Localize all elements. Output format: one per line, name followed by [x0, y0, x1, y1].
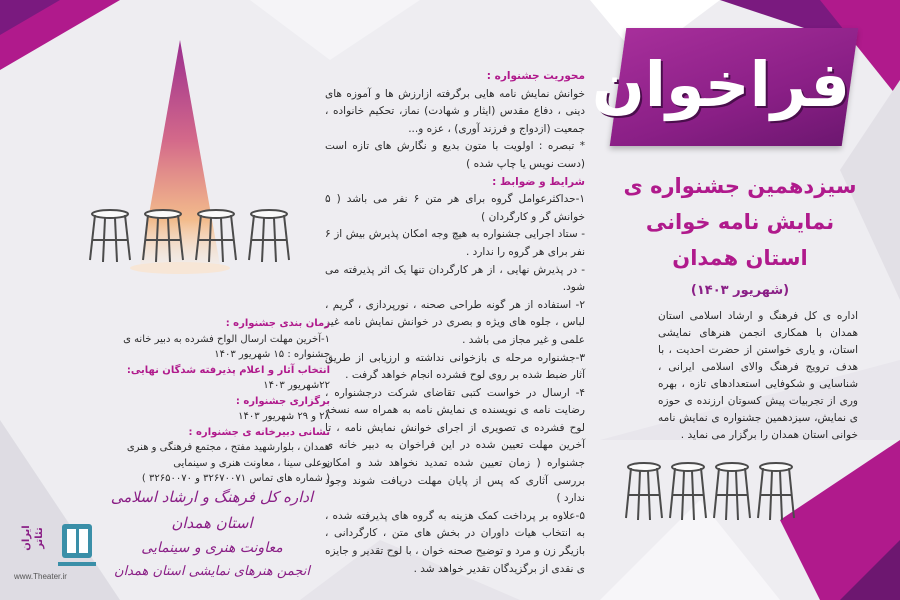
festival-title-line: استان همدان — [672, 246, 808, 270]
rule-item: ۴- ارسال در خواست کتبی تقاضای شرکت درجشنواره ، رضایت نامه ی نویسنده ی نمایش نامه به همراه سه نسخه لوح فشرده ی تصویری از اجرای خوانش نمایش نامه ، تا آخرین مهلت تعیین شده در این فراخوان به دبیر خانه ی جشنواره ( زمان تعیین شده تمدید نخواهد شد و امکان بررسی آثاری که پس از پایان مهلت دریافت شوند وجود ندارد ) — [325, 386, 585, 505]
rule-item: - در پذیرش نهایی ، از هر کارگردان تنها یک اثر پذیرفته می شود. — [325, 263, 585, 294]
timeline-heading: زمان بندی جشنواره : — [225, 318, 330, 329]
middle-column — [325, 68, 585, 578]
festival-title-line: نمایش نامه خوانی — [645, 210, 835, 234]
organizer-line: معاونت هنری و سینمایی — [141, 540, 283, 556]
contact-text: ( شماره های تماس ۳۲۶۷۰۰۷۱ و ۳۲۶۵۰۰۷۰ ) — [141, 473, 330, 484]
holding-heading: برگزاری جشنواره : — [235, 395, 330, 407]
stools-lower-icon — [620, 455, 800, 530]
festival-title-line: سیزدهمین جشنواره ی — [623, 174, 857, 198]
rule-item: ۲- استفاده از هر گونه طراحی صحنه ، نورپردازی ، گریم ، لباس ، جلوه های ویژه و بصری در خوانش نمایش نامه غیر علمی و غیر مجاز می باشد . — [325, 298, 585, 346]
organizer-line: اداره کل فرهنگ و ارشاد اسلامی استان همدان — [110, 488, 314, 532]
themes-heading: محوریت جشنواره : — [486, 70, 585, 82]
themes-note: * تبصره : اولویت با متون بدیع و نگارش های تازه است (دست نویس یا چاپ شده ) — [325, 140, 585, 170]
themes-text: خوانش نمایش نامه هایی برگرفته ازارزش ها و آموزه های دینی ، دفاع مقدس (ایثار و شهادت) نماز، تحکیم خانواده ، جمعیت (ازدواج و فرزند آوری) ، عزه و... — [325, 87, 585, 135]
organizer-signature — [92, 484, 332, 584]
rule-item: - ستاد اجرایی جشنواره به هیچ وجه امکان پذیرش بیش از ۶ نفر برای هر گروه را ندارد . — [325, 228, 585, 258]
rule-item: ۳-جشنواره مرحله ی بازخوانی نداشته و ارزیابی از طریق آثار ضبط شده بر روی لوح فشرده انجام خواهد گرفت . — [325, 351, 585, 382]
holding-date: ۲۸ و ۲۹ شهریور ۱۴۰۳ — [238, 411, 330, 422]
rules-heading: شرایط و ضوابط : — [492, 175, 585, 188]
left-column — [100, 316, 330, 487]
selection-date: ۲۲شهریور ۱۴۰۳ — [263, 380, 330, 391]
call-title: فراخوان — [591, 48, 850, 121]
selection-heading: انتخاب آثار و اعلام پذیرفته شدگان نهایی: — [126, 364, 330, 376]
organizer-line: انجمن هنرهای نمایشی استان همدان — [114, 564, 310, 579]
address-text: همدان ، بلوارشهید مفتح ، مجتمع فرهنگی و هنری بوعلی سینا ، معاونت هنری و سینمایی — [126, 442, 330, 469]
festival-title — [600, 168, 880, 276]
rule-item: ۱-حداکثرعوامل گروه برای هر متن ۶ نفر می باشد ( ۵ خوانش گر و کارگردان ) — [325, 193, 586, 223]
address-heading: نشانی دبیرخانه ی جشنواره : — [188, 426, 330, 438]
rule-item: ۵-علاوه بر پرداخت کمک هزینه به گروه های پذیرفته شده ، به انتخاب هیات داوران در بخش های متن ، کارگردانی ، بازیگر زن و مرد و توضیح صحنه خوان ، با لوح تقدیر و جایزه ی نقدی از برگزیدگان تقدیر خواهد شد . — [325, 509, 585, 575]
deadline-text: ۱-آخرین مهلت ارسال الواح فشرده به دبیر خانه ی جشنواره : ۱۵ شهریور ۱۴۰۳ — [123, 333, 330, 360]
festival-date: (شهریور ۱۴۰۳) — [690, 283, 790, 298]
logo-url[interactable]: www.Theater.ir — [14, 572, 67, 581]
logo-name: ایران تئاتر — [21, 525, 45, 551]
intro-paragraph: اداره ی کل فرهنگ و ارشاد اسلامی استان همدان با همکاری انجمن هنرهای نمایشی استان، و یاری خواستن از حضرت احدیت ، با هدف ترویج فرهنگ والای اسلامی ایرانی ، شناسایی و شکوفایی استعدادهای تازه ، بهره وری از تجربیات پیش کسوتان ارزنده ی حوزه ی نمایش، سیزدهمین جشنواره ی نمایش نامه خوانی استان همدان را برگزار می نماید . — [658, 310, 858, 441]
spotlight-illustration — [70, 40, 300, 300]
